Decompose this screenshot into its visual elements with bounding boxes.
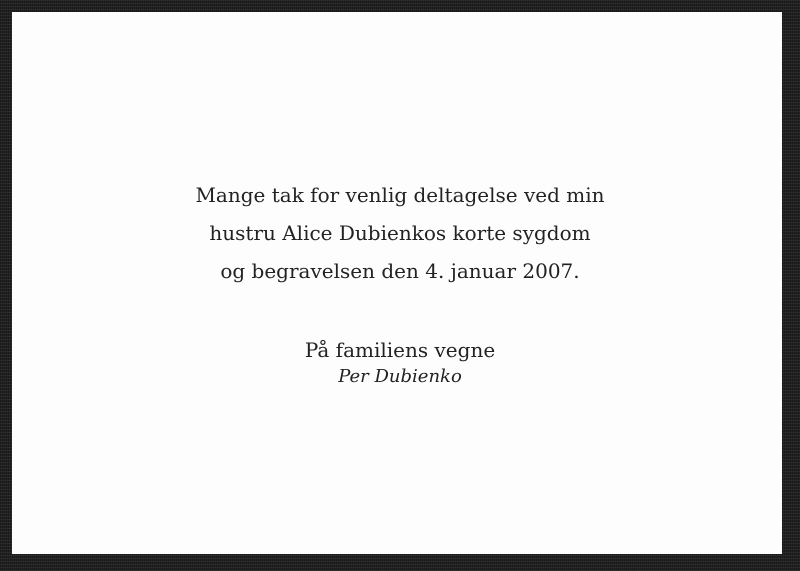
signature-name: Per Dubienko [338,366,462,387]
message-line: hustru Alice Dubienkos korte sygdom [209,221,591,245]
signature-block [0,336,800,390]
signature-greeting: På familiens vegne [304,338,496,362]
message-line: Mange tak for venlig deltagelse ved min [195,183,605,207]
message-line: og begravelsen den 4. januar 2007. [220,259,580,283]
thank-you-message [0,176,800,290]
